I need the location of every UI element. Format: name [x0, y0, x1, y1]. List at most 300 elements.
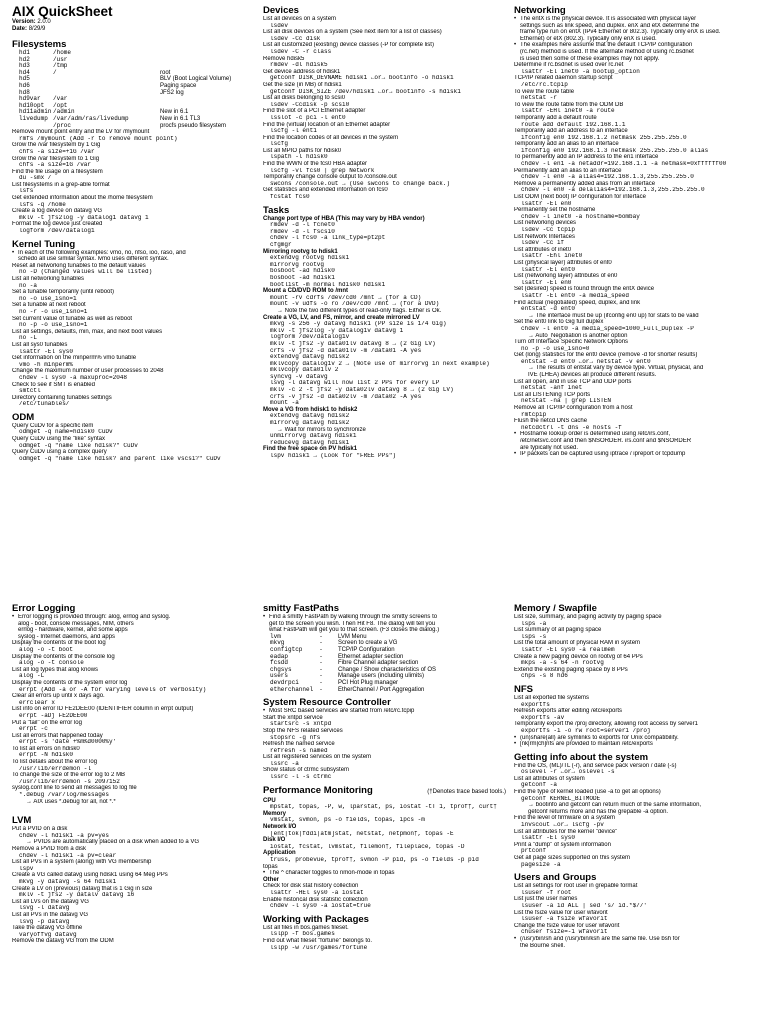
table-row: [12, 109, 255, 116]
command-line: no -r -o use_isno=1: [19, 308, 88, 315]
command-line: lssrc -a: [270, 760, 299, 767]
bullet-continuation: (rc.net) method is used. If the alternate method of using rc.bsdnet: [520, 48, 694, 55]
command-line: cfgmgr: [270, 242, 292, 248]
bullet-continuation: the Bourne shell.: [520, 942, 566, 949]
desc-line: Change the maximum number of user processes to 2048: [12, 368, 164, 375]
desc-line: Create a new paging device on rootvg of 64 PPs: [514, 653, 643, 660]
desc-line: List all devices on a system: [263, 16, 337, 22]
section-title-perf: Performance Monitoring (†Denotes trace based tools.): [263, 784, 506, 796]
table-cell: lvm: [270, 632, 281, 640]
command-line: lscfg -l ent1: [270, 128, 317, 135]
desc-line: List all errors that happened today: [12, 732, 103, 739]
nfs-commands: [514, 695, 757, 748]
bullet-continuation: frame type run on entX (IPv4 Ethernet or 802.3). Typically only enX is used.: [520, 29, 721, 36]
command-line: lsps -a: [521, 620, 547, 627]
filesystems-commands: [12, 129, 255, 235]
command-line: no -a: [19, 282, 38, 289]
command-line: lsvg -l datavg: [19, 905, 70, 912]
table-cell: LVM Menu: [338, 633, 367, 640]
command-line: lsvg -p datavg: [19, 918, 70, 925]
column-1-top: [12, 5, 255, 593]
arrow-note: getconf returns more and has the grepable -a option.: [528, 808, 669, 815]
table-row: [12, 83, 255, 90]
desc-line: List all customized (existing) device classes (-P for complete list): [263, 42, 434, 49]
command-line: invscout ←or→ lscfg -pv: [521, 822, 604, 829]
odm-commands: [12, 423, 255, 463]
table-cell: New in 6.1: [160, 109, 189, 116]
table-cell: hd5: [19, 75, 30, 83]
desc-line: Grow the /var filesystem by 1 Gig: [12, 142, 101, 149]
desc-line: Find the (virtual) location of an Ethernet adapter: [263, 121, 391, 128]
dash-separator: -: [320, 666, 322, 673]
column-3-bottom: [514, 603, 757, 1024]
table-cell: eadap: [270, 652, 289, 660]
table-cell: [53, 90, 160, 97]
table-cell: users: [270, 672, 289, 680]
subheading: Create a VG, LV, and FS, mirror, and create mirrored LV: [263, 314, 420, 321]
command-line: /usr/lib/errdemon -s 2097152: [19, 778, 120, 785]
bullet-line: • The entX is the physical device. It is associated with physical layer: [514, 16, 757, 23]
desc-line: Find the type of kernel loaded (use -a to get all options): [514, 789, 661, 796]
arrow-note: → Wait for mirrors to synchronize: [277, 426, 366, 433]
subheading: Move a VG from hdisk1 to hdisk2: [263, 406, 358, 413]
table-cell: /proc: [53, 121, 72, 129]
command-line: mirrorvg datavg hdisk2: [270, 420, 350, 427]
desc-line: Extend the existing paging space by 8 PPs: [514, 666, 628, 673]
command-line: oslevel -r ←or→ oslevel -s: [521, 769, 615, 776]
command-line: getconf -a: [521, 782, 558, 789]
desc-line: Display the contents of the boot log: [12, 640, 106, 647]
dash-separator: -: [320, 646, 322, 653]
table-cell: etherchannel: [270, 685, 314, 693]
arrow-note: → The results of entstat vary by device type. Virtual, physical, and: [528, 365, 704, 372]
command-line: errpt -aDj FE2DEE00: [19, 712, 88, 719]
desc-line: Clear all errors up until x days ago.: [12, 693, 105, 700]
dash-separator: -: [320, 686, 322, 693]
command-line: /usr/lib/errdemon -l: [19, 765, 92, 772]
desc-line: List the fsize value for user wfavorit: [514, 909, 608, 916]
dash-separator: -: [320, 640, 322, 647]
bullet-continuation: errlog - hardware, kernel, and some apps: [18, 627, 128, 634]
subheading: Application: [263, 850, 296, 857]
section-title-src: System Resource Controller: [263, 697, 391, 709]
command-line: errpt (Add -a or -A for varying levels of verbosity): [19, 686, 207, 693]
dash-separator: -: [320, 633, 322, 640]
desc-line: Set (desired) speed is found through the entX device: [514, 286, 655, 293]
desc-line: List all files in bos.games fileset.: [263, 924, 349, 931]
desc-line: Display the contents of the system error log: [12, 679, 128, 686]
table-row: [263, 654, 506, 661]
section-title-smitty: smitty FastPaths: [263, 603, 340, 614]
table-cell: [160, 63, 255, 70]
desc-line: Query CuDv using the "like" syntax: [12, 436, 105, 443]
table-cell: root: [160, 69, 171, 76]
command-line: lsuser -a fsize wfavorit: [521, 916, 608, 923]
command-line: lsattr -El sys0: [521, 835, 576, 842]
desc-line: List all disk devices on a system (See next item for a list of classes): [263, 29, 442, 36]
desc-line: Get all page sizes supported on this system: [514, 855, 631, 861]
command-line: rmdev -d -l fscsi0: [270, 228, 335, 235]
table-cell: hd1: [19, 49, 30, 56]
desc-line: Create a VG called datavg using hdisk1 using 64 Meg PPs: [12, 872, 168, 879]
command-line: reducevg datavg hdisk1: [270, 439, 350, 446]
section-title-users: Users and Groups: [514, 872, 597, 884]
command-line: unmirrorvg datavg hdisk1: [270, 433, 357, 440]
desc-line: Get statistics and extended information on fcs0: [263, 187, 388, 194]
table-cell: [160, 96, 255, 103]
desc-line: List attributes of inet0: [514, 246, 572, 253]
bullet-line: • Hostname lookup order is determined using /etc/irs.conf,: [514, 431, 757, 438]
sysinfo-commands: [514, 763, 757, 869]
table-cell: /var: [53, 95, 68, 103]
command-line: lsuser -f root: [521, 889, 572, 896]
bullet-continuation: schedo all use similar syntax. lvmo uses different syntax.: [18, 256, 169, 263]
desc-line: Find the WWN of the fcs0 HBA adapter: [263, 161, 368, 168]
command-line: odmget -q name=hdisk0 CuDv: [19, 429, 113, 436]
command-line: entstat -d ent0: [521, 306, 576, 313]
command-line: chuser fsize=-1 wfavorit: [521, 929, 608, 936]
desc-line: List all LISTENing TCP ports: [514, 391, 591, 398]
command-line: ifconfig en0 192.168.1.3 netmask 255.255.255.0 alias: [521, 147, 709, 154]
desc-line: Remove mount point entry and the LV for /mymount: [12, 129, 150, 136]
table-cell: New in 6.1 TL3: [160, 115, 201, 122]
command-line: iostat, fcstat, lvmstat, filemon†, fileplace, topas -D: [270, 843, 465, 850]
command-line: no -o use_isno=1: [19, 295, 77, 302]
kernel-commands: [12, 250, 255, 408]
desc-line: List all LVs on the datavg VG: [12, 898, 89, 905]
command-line: route add default 192.168.1.1: [521, 121, 626, 128]
table-row: [12, 57, 255, 64]
desc-line: Set current value of tunable as well as reboot: [12, 315, 133, 322]
desc-line: Temporarily add an address to an interface: [514, 128, 628, 135]
command-line: mirrorvg rootvg: [270, 261, 325, 268]
table-row: [12, 63, 255, 70]
bullet-line: • (un)share(all) are symlinks to exportfs for Unix compatibility.: [514, 735, 757, 742]
section-title-tasks: Tasks: [263, 204, 290, 216]
command-line: mklv -t jfs2 -y data01lv datavg 8 → (2 Gig LV): [270, 340, 436, 347]
desc-line: To permanently add an IP address to the en1 interface: [514, 154, 659, 161]
desc-line: List the total amount of physical RAM in system: [514, 640, 641, 647]
command-line: alog -o -t boot: [19, 646, 74, 653]
command-line: getconf DISK_DEVNAME hdisk1 ←or→ bootinfo -o hdisk1: [270, 75, 454, 82]
section-title-devices: Devices: [263, 5, 299, 16]
command-line: bootlist -m normal hdisk0 hdisk1: [270, 281, 386, 288]
desc-line: List summary of all paging space: [514, 627, 602, 634]
desc-line: List all settings, defaults, min, max, and next boot values: [12, 328, 163, 335]
command-line: extendvg rootvg hdisk1: [270, 255, 350, 262]
bullet-line: • The ^ character toggles to nmon-mode in topas: [263, 870, 506, 877]
command-line: chdev -l sys0 -a maxuproc=2048: [19, 374, 128, 381]
table-cell: fcsdd: [270, 659, 289, 667]
tasks-commands: [263, 216, 506, 460]
fastpath-table: [263, 634, 506, 693]
column-1-bottom: [12, 603, 255, 1024]
table-cell: [53, 76, 160, 83]
command-line: netstat -anf inet: [521, 385, 583, 392]
desc-line: Put a PVID on a disk: [12, 826, 68, 833]
bullet-line: • Find a smitty FastPath by walking through the smitty screens to: [263, 614, 506, 621]
desc-line: List all attributes of system: [514, 775, 585, 782]
desc-line: Query CuDv for a specific item: [12, 422, 94, 429]
table-cell: /usr: [53, 55, 68, 63]
desc-line: Directory containing tunables settings: [12, 394, 112, 401]
version-line: Version: 2.0.0: [12, 19, 51, 25]
desc-line: Find actual (negotiated) speed, duplex, and link: [514, 299, 641, 306]
desc-line: Remove the datavg VG from the ODM: [12, 938, 114, 945]
table-cell: EtherChannel / Port Aggregation: [338, 686, 425, 693]
dash-separator: -: [320, 653, 322, 660]
command-line: chdev -l sys0 -a iostat=true: [270, 903, 371, 910]
table-cell: Manage users (including ulimits): [338, 673, 425, 680]
arrow-note: → bootinfo and getconf can return much of the same information,: [528, 802, 702, 809]
command-line: lscfg -vl fcs0 | grep Network: [270, 167, 375, 174]
perf-note: (†Denotes trace based tools.): [427, 788, 506, 795]
errlog-commands: [12, 614, 255, 805]
desc-line: List just the user names: [514, 896, 578, 903]
command-line: lsattr -El ent0: [521, 266, 576, 273]
subheading: Disk I/O: [263, 837, 286, 844]
bullet-continuation: settings such as link speed, and duplex. enX and etX determine the: [520, 22, 700, 29]
desc-line: List (physical layer) attributes of ent0: [514, 259, 612, 266]
desc-line: Temporarily export the /proj directory, allowing root access by server1: [514, 721, 698, 728]
arrow-note: → Auto_Negotiation is another option: [528, 332, 628, 339]
command-line: mklv -t jfs2log -y datalog1 datavg 1: [19, 214, 149, 221]
desc-line: Put a "tail" on the error log: [12, 719, 82, 726]
table-cell: /: [53, 68, 57, 76]
command-line: no -L: [19, 335, 38, 342]
table-cell: chgsys: [270, 665, 292, 673]
table-cell: hd2: [19, 55, 30, 63]
command-line: mklv -t jfs2log -y datalog1v datavg 1: [270, 327, 404, 334]
desc-line: Set a tunable at next reboot: [12, 302, 86, 309]
subheading: Mount a CD/DVD ROM to /mnt: [263, 288, 348, 295]
memory-commands: [514, 614, 757, 680]
command-line: ifconfig en0 192.168.1.2 netmask 255.255.255.0: [521, 134, 687, 141]
subheading: CPU: [263, 797, 276, 804]
table-cell: devdrpci: [270, 678, 299, 686]
section-title-packages: Working with Packages: [263, 913, 369, 925]
command-line: crfs -v jfs2 -d data01lv -m /data01 -A yes: [270, 347, 422, 354]
desc-line: List ODM (next boot) IP configuration for interface: [514, 194, 646, 201]
command-line: no -p -o use_isno=0: [521, 345, 590, 352]
users-commands: [514, 883, 757, 949]
desc-line: Check to see if SMT is enabled: [12, 381, 95, 388]
column-2-bottom: [263, 603, 506, 1024]
command-line: no -D (Changed values will be listed): [19, 269, 153, 276]
subheading: Change port type of HBA (This may vary by HBA vendor): [263, 215, 425, 222]
command-line: lsfs: [19, 188, 34, 195]
desc-line: Temporarily add a default route: [514, 114, 597, 121]
command-line: lsdev -C -r class: [270, 48, 332, 55]
desc-line: Turn off Interface Specific Network Options: [514, 339, 629, 346]
command-line: du -smx /: [19, 175, 52, 182]
command-line: lsdev -Cc if: [521, 240, 565, 247]
networking-commands: [514, 16, 757, 458]
desc-line: Permanently set the hostname: [514, 207, 596, 214]
desc-line: TCP/IP related daemon startup script: [514, 75, 613, 82]
desc-line: List all MPIO paths for hdisk0: [263, 147, 342, 154]
command-line: chdev -l en0 -a delalias4=192.168.1.3,255.255.255.0: [521, 187, 705, 194]
arrow-note: → Note the two different types of read-only flags. Either is Ok.: [277, 307, 442, 314]
bullet-line: • IP packets can be captured using iptrace / ipreport or tcpdump: [514, 451, 757, 458]
desc-line: Change the fsize value for user wfavorit: [514, 922, 620, 929]
bullet-continuation: are typically not used.: [520, 444, 579, 451]
table-cell: [160, 50, 255, 57]
command-line: smtctl: [19, 388, 41, 395]
table-row: [263, 687, 506, 694]
perf-commands: [263, 798, 506, 910]
packages-commands: [263, 925, 506, 951]
desc-line: Remove a permanently added alias from an interface: [514, 180, 656, 187]
command-line: truss, probevue, tprof†, svmon -P pid, ps -o fields -p pid: [270, 857, 479, 863]
command-line: mpstat, topas, -P, w, lparstat, ps, iostat -tT 1, tprof†, curt†: [270, 804, 497, 811]
subheading: Network I/O: [263, 824, 297, 831]
command-line: lslpp -f bos.games: [270, 931, 335, 938]
bullet-continuation: Ethernet) or etX (802.3). Typically only enX is used.: [520, 35, 657, 42]
command-line: lsattr -Ehl inet0: [521, 253, 583, 260]
command-line: [ent|tok|fddi|atm]stat, netstat, netpmon†, topas -E: [270, 830, 454, 837]
desc-line: Find the location codes of all devices in the system: [263, 134, 399, 141]
command-line: rmdev -d -l fcnet0: [270, 222, 335, 229]
table-row: [12, 96, 255, 103]
command-line: rmfs /mymount (Add -r to remove mount point): [19, 135, 178, 142]
desc-line: Format the log device just created: [12, 221, 103, 228]
desc-line: To view the route table from the ODM DB: [514, 101, 624, 108]
desc-line: Get device address of hdisk1: [263, 68, 341, 75]
subheading: Mirroring rootvg to hdisk1: [263, 248, 338, 255]
desc-line: Permanently add an alias to an interface: [514, 167, 622, 174]
desc-line: Remove a PVID from a disk: [12, 846, 87, 852]
command-line: lsslot -c pci -l ent0: [270, 114, 346, 121]
table-cell: [53, 83, 160, 90]
table-cell: hd4: [19, 68, 30, 76]
section-title-nfs: NFS: [514, 683, 533, 695]
desc-line: Start the xntpd service: [263, 714, 323, 721]
table-cell: /opt: [53, 101, 68, 109]
table-row: [12, 70, 255, 77]
command-line: lspath -l hdisk0: [270, 154, 328, 161]
command-line: getconf KERNEL_BITMODE: [521, 795, 601, 802]
desc-line: Find the file usage on a filesystem: [12, 168, 103, 175]
desc-line: Find the OS, (ML)/TL (-r), and service pack version / date (-s): [514, 762, 677, 769]
desc-line: Enable historical disk statistic collection: [263, 896, 368, 903]
desc-line: Temporarily add an alias to an interface: [514, 141, 619, 148]
command-line: lscfg: [270, 141, 289, 148]
command-line: chps -s 8 hd6: [521, 673, 568, 680]
lvm-commands: [12, 826, 255, 945]
command-line: fcstat fcs0: [270, 194, 310, 201]
desc-line: Create a log device on datavg VG: [12, 208, 103, 215]
table-cell: /tmp: [53, 62, 68, 70]
bullet-line: • The examples here assume that the default TCP/IP configuration: [514, 42, 757, 49]
command-line: pagesize -a: [521, 861, 561, 868]
command-line: vmstat, svmon, ps -o fields, topas, ipcs -m: [270, 817, 425, 824]
command-line: mkps -a -s 64 -n rootvg: [521, 660, 604, 667]
desc-line: Display the contents of the console log: [12, 653, 115, 660]
subheading: Other: [263, 876, 280, 883]
table-cell: [160, 57, 255, 64]
desc-line: Remove hdisk5: [263, 55, 305, 62]
arrow-note: IVE (LHEA) devices all produce different results.: [528, 372, 657, 379]
desc-line: List networking devices: [514, 220, 577, 227]
table-row: [263, 647, 506, 654]
column-2-top: [263, 5, 506, 593]
devices-commands: [263, 16, 506, 201]
desc-line: syslog.conf line to send all messages to log file: [12, 785, 137, 792]
command-line: alog -L: [19, 673, 45, 680]
command-line: entstat -d ent0 ←or→ netstat -v ent0: [521, 358, 651, 365]
desc-line: To view the route table: [514, 88, 575, 95]
command-line: /etc/tunables/: [19, 401, 70, 408]
command-line: lssrc -l -s ctrmc: [270, 774, 332, 781]
command-line: extendvg datavg hdisk2: [270, 413, 350, 420]
command-line: prtconf: [521, 848, 547, 855]
command-line: mount -a: [270, 400, 299, 407]
desc-line: Find the slot of a PCI Ethernet adapter: [263, 108, 366, 115]
command-line: rmtcpip: [521, 411, 547, 418]
desc-line: To list details about the error log: [12, 759, 98, 766]
desc-line: Flush the netcd DNS cache: [514, 418, 588, 425]
subheading: Memory: [263, 810, 287, 817]
desc-line: Take the datavg VG offline: [12, 925, 83, 932]
command-line: netstat -r: [521, 95, 558, 102]
command-line: lspv hdisk1 → (Look for "FREE PPs"): [270, 453, 397, 459]
desc-line: To list all errors on hdisk0: [12, 745, 80, 752]
command-line: errclear x: [19, 699, 56, 706]
table-cell: PCI Hot Plug manager: [338, 679, 399, 686]
command-line: exportfs -i -o rw root=server1 /proj: [521, 727, 651, 734]
command-line: syncvg -v datavg: [270, 373, 328, 380]
command-line: lspv: [19, 865, 34, 872]
desc-line: Query CuDv using a complex query: [12, 449, 107, 456]
command-line: mklv -t jfs2 -y datalv datavg 16: [19, 892, 135, 899]
desc-line: Reset all networking tunables to the default values: [12, 262, 146, 269]
desc-line: List all exported file systems: [514, 694, 590, 701]
table-cell: BLV (Boot Logical Volume): [160, 76, 232, 83]
command-line: chdev -l hdisk1 -a pv=clear: [19, 852, 117, 859]
command-line: chdev -l en0 -a alias4=192.168.1.3,255.255.255.0: [521, 174, 694, 181]
section-title-lvm: LVM: [12, 815, 32, 827]
table-cell: [12, 123, 53, 130]
desc-line: Grow the /var filesystem to 1 Gig: [12, 155, 100, 162]
desc-line: List size, summary, and paging activity by paging space: [514, 614, 662, 620]
command-line: logform /dev/datalog1v: [270, 334, 350, 341]
desc-line: List all registered services on the system: [263, 754, 372, 761]
command-line: alog -o -t console: [19, 660, 84, 667]
table-cell: hd8: [19, 88, 30, 96]
command-line: startsrc -s xntpd: [270, 721, 332, 728]
table-row: [263, 667, 506, 674]
table-row: [12, 90, 255, 97]
column-3-top: [514, 5, 757, 593]
table-cell: JFS2 log: [160, 89, 184, 96]
command-line: odmget -q "name like hdisk?" CuDv: [19, 442, 138, 449]
section-title-sysinfo: Getting info about the system: [514, 751, 649, 763]
command-line: bosboot -ad hdisk0: [270, 268, 335, 275]
command-line: chfs -a size=+1G /var: [19, 148, 95, 155]
section-title-odm: ODM: [12, 411, 35, 423]
table-row: [12, 76, 255, 83]
dash-separator: -: [320, 660, 322, 667]
command-line: lsdev: [270, 22, 289, 29]
command-line: swcons /console.out → (Use swcons to change back.): [270, 180, 451, 187]
table-cell: hd3: [19, 62, 30, 70]
command-line: lsdev -Ccdisk -p scsi0: [270, 101, 350, 108]
desc-line: List all sys0 tunables: [12, 341, 68, 348]
command-line: netstat -na | grep LISTEN: [521, 398, 612, 405]
bullet-continuation: what FastPath will get you to that screen. (F3 closes the dialog.): [269, 627, 440, 634]
desc-line: Determine if rc.bsdnet is used over rc.net: [514, 62, 624, 69]
